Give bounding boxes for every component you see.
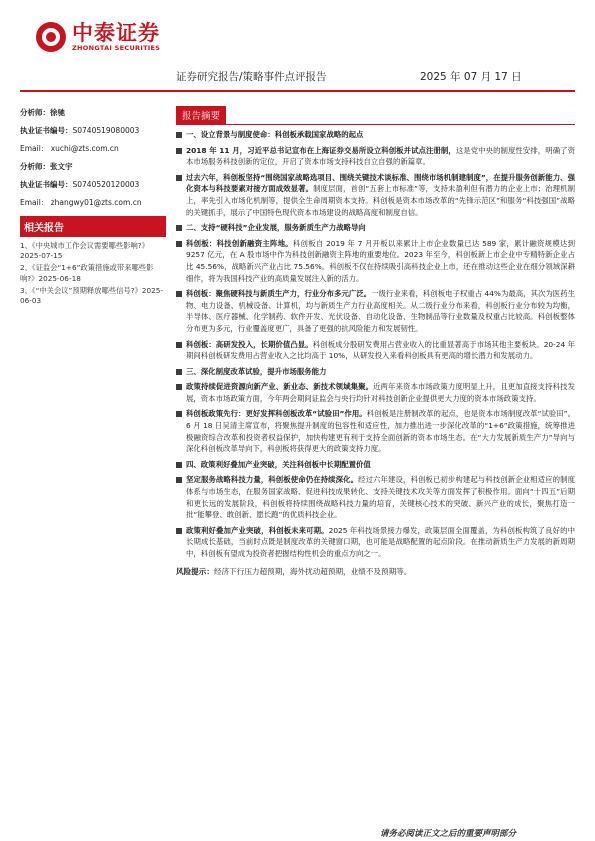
- brand-logo: [36, 22, 160, 52]
- square-bullet-icon: [176, 411, 182, 417]
- square-bullet-icon: [176, 241, 182, 247]
- square-bullet-icon: [176, 384, 182, 390]
- related-report-item[interactable]: 3、《“中关会议”预期释放哪些信号?》2025-06-03: [20, 285, 164, 306]
- report-date: 2025 年 07 月 17 日: [420, 71, 522, 83]
- square-bullet-icon: [176, 148, 182, 154]
- disclaimer-footer: 请务必阅读正文之后的重要声明部分: [380, 829, 517, 839]
- square-bullet-icon: [176, 342, 182, 348]
- related-report-item[interactable]: 2、《证监会“1+6”政策措施或带来哪些影响?》2025-06-18: [20, 263, 154, 283]
- square-bullet-icon: [176, 132, 182, 138]
- report-type: 证券研究报告/策略事件点评报告: [176, 71, 327, 83]
- analyst-2-name: 分析师：张文宇: [20, 162, 73, 171]
- header-divider: [20, 90, 575, 92]
- related-report-item[interactable]: 1、《中央城市工作会议需要哪些影响?》2025-07-15: [20, 241, 149, 261]
- square-bullet-icon: [176, 462, 182, 468]
- sidebar: [20, 107, 166, 308]
- summary-body: [176, 129, 575, 577]
- square-bullet-icon: [176, 225, 182, 231]
- section-heading: 一、设立背景与制度使命：科创板承载国家战略的起点: [176, 129, 575, 141]
- section-heading: 四、政策利好叠加产业突破，关注科创板中长期配置价值: [176, 459, 575, 471]
- analyst-1-name: 分析师：徐驰: [20, 108, 65, 117]
- paragraph: 政策持续促进资源向新产业、新业态、新技术领域集聚。近两年来资本市场政策力度明显上升，且更加直接支持科技发展，资本市场政策方面，今年两会期间证监会与央行均针对科技创新企业提供更大力度的资本市场政策支持。: [176, 381, 575, 404]
- square-bullet-icon: [176, 291, 182, 297]
- related-reports-list: [20, 241, 166, 306]
- analyst-2-cert: 执业证书编号：S0740520120003: [20, 180, 140, 189]
- analyst-1-email[interactable]: Email： xuchi@zts.com.cn: [20, 144, 119, 153]
- paragraph: 过去六年，科创板坚持“围绕国家战略选项目、围绕关键技术谈标准、围绕市场机制建制度”，在提升服务创新能力、强化资本与科技要素对接方面成效显著。制度层面，首创“五套上市标准”等，支持未盈利但有潜力的企业上市；治理机制上，率先引入市场化机制等，提供全生命周期资本支持。科创板是资本市场改革的“先锋示范区”和服务“科技强国”战略的关键抓手，展示了中国特色现代资本市场建设的战略高度和制度自信。: [176, 172, 575, 218]
- section-heading: 二、支持“硬科技”企业发展，服务新质生产力战略导向: [176, 222, 575, 234]
- brand-name-cn: 中泰证券: [72, 21, 160, 45]
- paragraph: 科创板：科技创新融资主阵地。科创板自 2019 年 7 月开板以来累计上市企业数量已达 589 家，累计融资规模达到 9257 亿元，在 A 股市场中作为科技创新融资主阵地的重要地位。2023 年至今，科创板新上市企业中专精特新企业占比 45.56%，战略新兴产业占比 75.56%。科创板不仅在持续吸引高科技企业上市，还在推动这些企业在细分领域深耕细作，将为我国科技产业的高质量发展注入新的活力。: [176, 238, 575, 284]
- paragraph: 科创板：聚焦硬科技与新质生产力，行业分布多元广泛。一级行业来看，科创板电子权重占 44%为最高，其次为医药生物、电力设备、机械设备、计算机，均与新质生产力行业高度相关。从二级行业分布来看，科创板行业分布较为均衡，半导体、医疗器械、化学制药、软件开发、光伏设备、自动化设备、生物制品等行业数量及权重占比较高。科创板整体分布更为多元，行业覆盖度更广，具备了更强的抗风险能力和发展韧性。: [176, 288, 575, 334]
- paragraph: 政策利好叠加产业突破，科创板未来可期。2025 年科技场景接力爆发，政策层面全面覆盖，为科创板构筑了良好的中长期成长基础，当前时点既是制度改革的关键窗口期，也可能是战略配置的起点阶段。在推动新质生产力发展的新周期中，科创板有望成为投资者把握结构性机会的重点方向之一。: [176, 525, 575, 560]
- summary-tag: 报告摘要: [176, 106, 226, 124]
- analyst-1-cert: 执业证书编号：S0740519080003: [20, 126, 140, 135]
- square-bullet-icon: [176, 175, 182, 181]
- paragraph: 科创板政策先行：更好发挥科创板改革“试验田”作用。科创板是注册制改革的起点，也是资本市场制度改革“试验田”。6 月 18 日吴清主席宣布，将聚焦提升制度的包容性和适应性，加力推出进一步深化改革的“1+6”政策措施，统筹推进极融资综合改革和投资者权益保护，加快构建更有利于支持全面创新的资本市场生态。在“大力发展新质生产力”导向与深化科创板改革导向下，科创板将获得更大的政策支持力度。: [176, 408, 575, 454]
- report-summary: [176, 104, 575, 577]
- square-bullet-icon: [176, 477, 182, 483]
- paragraph: 2018 年 11 月，习近平总书记宣布在上海证券交易所设立科创板并试点注册制，这是党中央的制度性安排，明确了资本市场服务科技创新的定位，开启了资本市场支持科技自立自强的新篇章。: [176, 145, 575, 168]
- square-bullet-icon: [176, 369, 182, 375]
- square-bullet-icon: [176, 528, 182, 534]
- related-reports-heading: 相关报告: [20, 216, 166, 237]
- brand-name-en: ZHONGTAI SECURITIES: [72, 44, 161, 52]
- risk-warning: 风险提示：经济下行压力超预期，海外扰动超预期，业绩不及预期等。: [176, 566, 412, 576]
- section-heading: 三、深化制度改革试验，提升市场服务能力: [176, 366, 575, 378]
- summary-divider: [176, 124, 575, 125]
- paragraph: 科创板：高研发投入，长期价值凸显。科创板成分股研发费用占营业收入的比重显著高于市场其他主要板块。20-24 年期间科创板研发费用占营业收入之比均高于 10%，从研发投入来看科创板具有更高的增长潜力和发展动力。: [176, 339, 575, 362]
- paragraph: 坚定服务战略科技力量，科创板使命仍在持续深化。经过六年建设，科创板已初步构建起与科技创新企业相适应的制度体系与市场生态，在服务国家战略、促进科技成果转化、支持关键技术攻关等方面发挥了积极作用。面向“十四五”后期和更长远的发展阶段，科创板将持续围绕战略科技力量的培育，关键核心技术的突破、新兴产业的成长，聚焦打造一批“能攀登、敢创新、愿长跑”的优质科技企业。: [176, 474, 575, 520]
- logo-icon: [36, 22, 66, 52]
- analyst-2-email[interactable]: Email： zhangwy01@zts.com.cn: [20, 198, 142, 207]
